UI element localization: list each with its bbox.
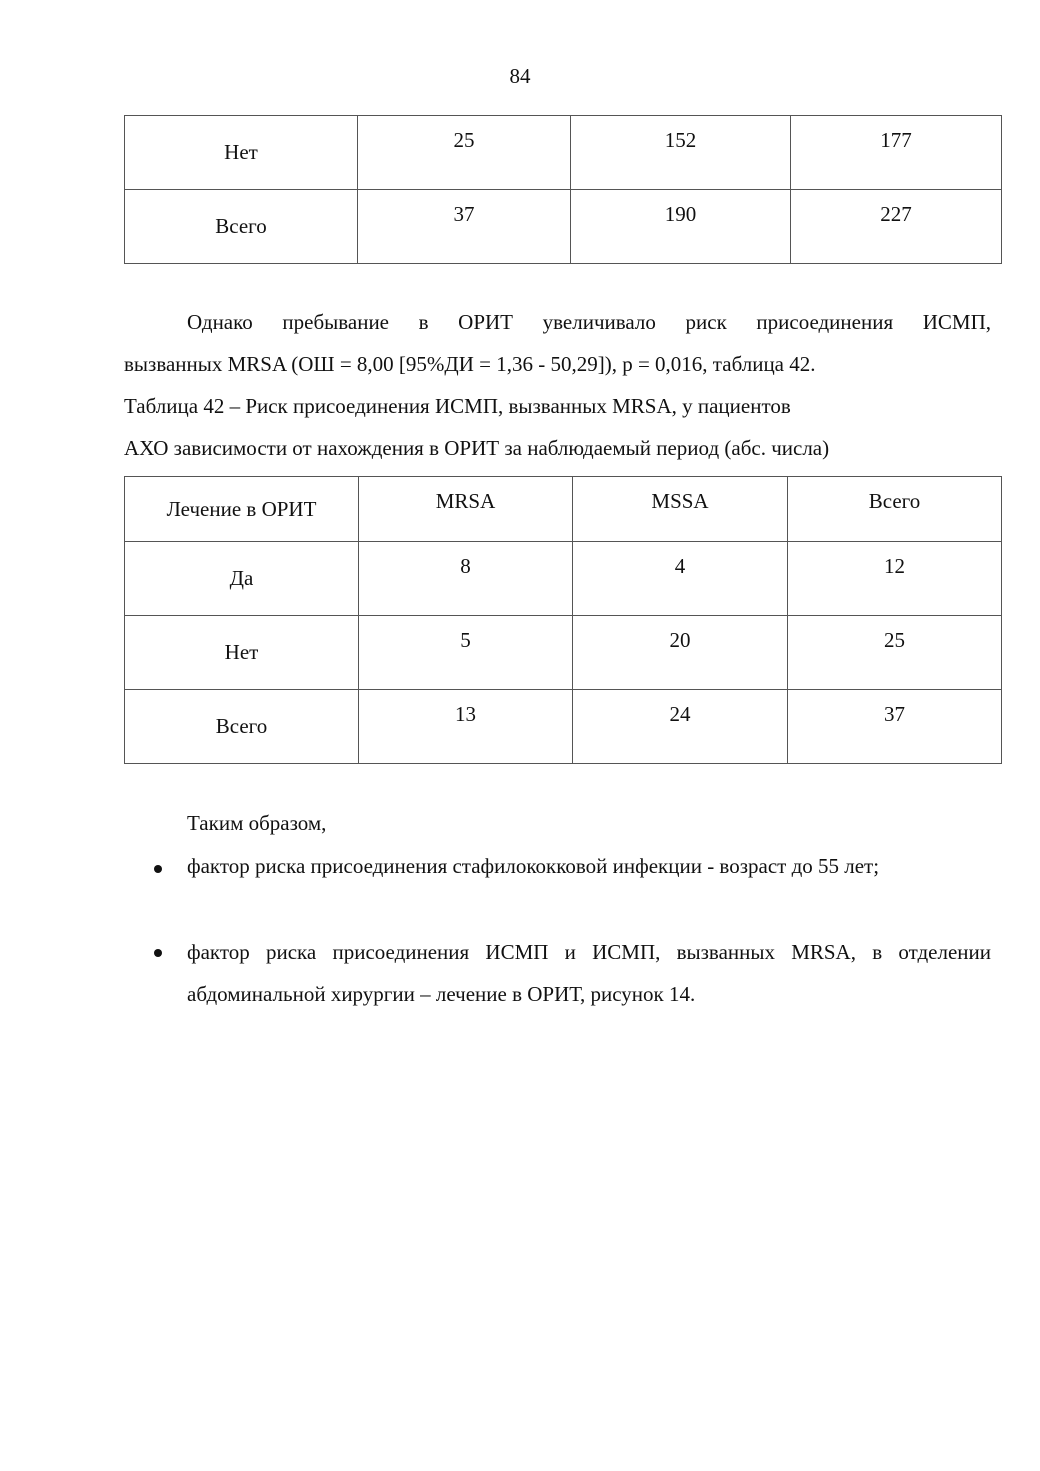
row-label: Нет (125, 616, 359, 690)
column-header: MRSA (359, 477, 573, 542)
table-cell: 25 (358, 116, 571, 190)
table-cell: 25 (788, 616, 1002, 690)
table-row (125, 190, 1002, 264)
table-cell: 12 (788, 542, 1002, 616)
table-cell: 177 (791, 116, 1002, 190)
table-cell: 37 (358, 190, 571, 264)
table-row (125, 690, 1002, 764)
table-header-row (125, 477, 1002, 542)
list-item: фактор риска присоединения ИСМП и ИСМП, вызванных MRSA, в отделении абдоминальной хирургии – лечение в ОРИТ, рисунок 14. (187, 940, 991, 1006)
table-caption: Таблица 42 – Риск присоединения ИСМП, вызванных MRSA, у пациентов (124, 394, 791, 418)
table-cell: 152 (571, 116, 791, 190)
table-cell: 4 (573, 542, 788, 616)
bullet-icon (154, 949, 162, 957)
conclusion-intro: Таким образом, (187, 811, 327, 835)
row-label: Всего (125, 690, 359, 764)
row-label: Всего (125, 190, 358, 264)
table-row (125, 616, 1002, 690)
table-cell: 37 (788, 690, 1002, 764)
table-cell: 190 (571, 190, 791, 264)
column-header: Лечение в ОРИТ (125, 477, 359, 542)
table-cell: 8 (359, 542, 573, 616)
table-cell: 24 (573, 690, 788, 764)
row-label: Да (125, 542, 359, 616)
paragraph-line: вызванных MRSA (ОШ = 8,00 [95%ДИ = 1,36 - 50,29]), р = 0,016, таблица 42. (124, 352, 816, 376)
bullet-icon (154, 865, 162, 873)
table-cell: 20 (573, 616, 788, 690)
table-cell: 13 (359, 690, 573, 764)
table-row (125, 542, 1002, 616)
list-item: фактор риска присоединения стафилококковой инфекции - возраст до 55 лет; (187, 854, 880, 878)
table-cell: 227 (791, 190, 1002, 264)
table-cell: 5 (359, 616, 573, 690)
table-41-continued (124, 115, 1002, 264)
column-header: MSSA (573, 477, 788, 542)
page-number: 84 (509, 64, 531, 88)
table-row (125, 116, 1002, 190)
table-caption: АХО зависимости от нахождения в ОРИТ за наблюдаемый период (абс. числа) (124, 436, 830, 460)
paragraph-line: Однако пребывание в ОРИТ увеличивало риск присоединения ИСМП, (187, 310, 991, 334)
table-42 (124, 476, 1002, 764)
row-label: Нет (125, 116, 358, 190)
column-header: Всего (788, 477, 1002, 542)
